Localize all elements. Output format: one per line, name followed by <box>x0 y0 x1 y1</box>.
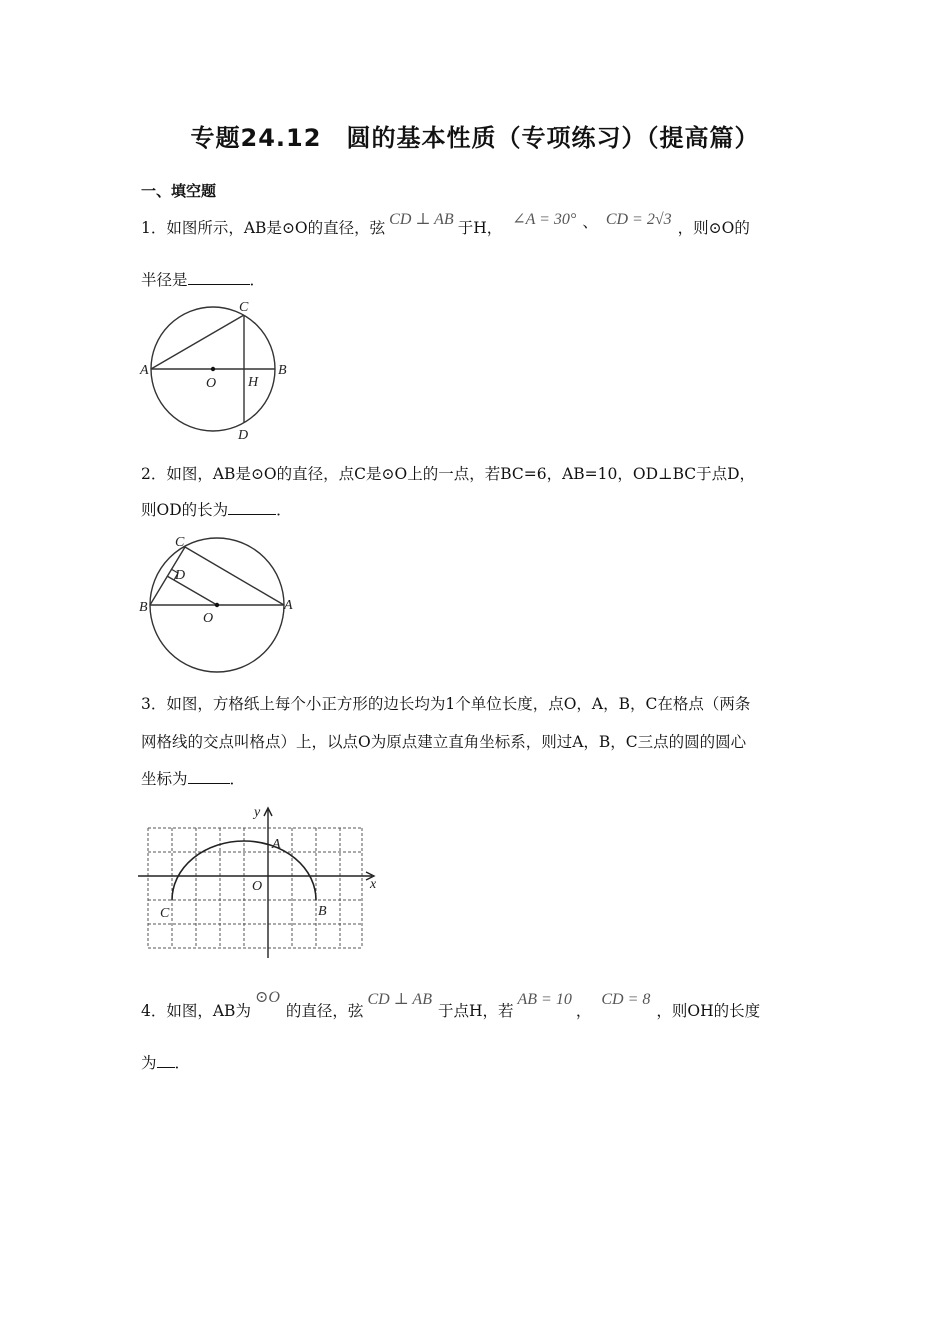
q1-chord-ac <box>151 315 244 369</box>
q2-answer-blank[interactable] <box>228 500 276 515</box>
q3-line3-text: 坐标为 <box>141 770 188 788</box>
section-heading: 一、填空题 <box>141 182 217 200</box>
q1-text-part1: 1．如图所示，AB是⊙O的直径，弦 <box>141 219 386 237</box>
q2-label-o: O <box>203 611 214 626</box>
q3-end: ． <box>229 770 246 788</box>
q3-label-y: y <box>254 805 261 820</box>
q1-label-d: D <box>238 428 249 443</box>
q4-text-part1: 4．如图，AB为 <box>141 1002 251 1020</box>
q1-text-part3: ，则⊙O的 <box>677 219 750 237</box>
q4-math-cd: CD = 8 <box>601 991 651 1008</box>
q1-end: ． <box>249 271 266 289</box>
q4-answer-blank[interactable] <box>157 1053 175 1068</box>
q1-line2-text: 半径是 <box>141 271 188 289</box>
q1-label-a: A <box>140 363 149 378</box>
question-4-line2 <box>141 1051 190 1073</box>
q1-math-perpendicular: CD ⊥ AB <box>389 211 454 228</box>
q4-math-perpendicular: CD ⊥ AB <box>367 991 432 1008</box>
q3-label-x: x <box>370 877 377 892</box>
q2-label-d: D <box>175 568 186 583</box>
q3-label-o: O <box>252 879 263 894</box>
q1-label-h: H <box>248 375 259 390</box>
q1-label-c: C <box>239 300 249 315</box>
q3-label-a: A <box>272 837 281 852</box>
q2-label-a: A <box>284 598 293 613</box>
q4-text-part4: ， <box>575 1002 592 1020</box>
q1-label-o: O <box>206 376 217 391</box>
question-3-line3 <box>141 767 245 789</box>
q1-answer-blank[interactable] <box>188 270 250 285</box>
q3-label-c: C <box>160 906 170 921</box>
q2-label-c: C <box>175 535 185 550</box>
q4-math-ab: AB = 10 <box>517 991 572 1008</box>
question-1-text <box>141 211 750 238</box>
question-1-line2 <box>141 268 265 290</box>
q4-text-part3: 于点H，若 <box>437 1002 514 1020</box>
q2-figure <box>138 533 298 675</box>
question-3-line1: 3．如图，方格纸上每个小正方形的边长均为1个单位长度，点O，A，B，C在格点（两条 <box>141 695 751 713</box>
q4-line2-text: 为 <box>141 1054 157 1072</box>
q4-math-circle: ⊙O <box>254 989 280 1006</box>
q4-end: ． <box>174 1054 191 1072</box>
q2-label-b: B <box>139 600 148 615</box>
q3-figure <box>138 802 383 962</box>
q1-text-part2: 于H， <box>457 219 503 237</box>
question-3-line2: 网格线的交点叫格点）上，以点O为原点建立直角坐标系，则过A，B，C三点的圆的圆心 <box>141 733 747 751</box>
q4-text-part2: 的直径，弦 <box>285 1002 364 1020</box>
q2-end: ． <box>276 501 292 519</box>
q1-figure <box>138 298 298 444</box>
question-2-line1: 2．如图，AB是⊙O的直径，点C是⊙O上的一点，若BC=6，AB=10，OD⊥BC于点D， <box>141 465 756 483</box>
question-2-line2 <box>141 498 292 520</box>
q3-answer-blank[interactable] <box>188 769 230 784</box>
q1-math-angle: ∠A = 30° <box>512 211 577 228</box>
question-4-text <box>141 989 761 1021</box>
q2-chord-ca <box>185 547 284 605</box>
page-title: 专题24.12 圆的基本性质（专项练习）（提高篇） <box>190 124 760 152</box>
q3-label-b: B <box>318 904 327 919</box>
q1-separator: 、 <box>582 213 598 231</box>
q4-text-part5: ，则OH的长度 <box>656 1002 761 1020</box>
q2-center-dot <box>215 603 219 607</box>
q1-math-length: CD = 2√3 <box>605 211 672 228</box>
q1-label-b: B <box>278 363 287 378</box>
q2-line2-text: 则OD的长为 <box>141 501 229 519</box>
q1-center-dot <box>211 367 215 371</box>
